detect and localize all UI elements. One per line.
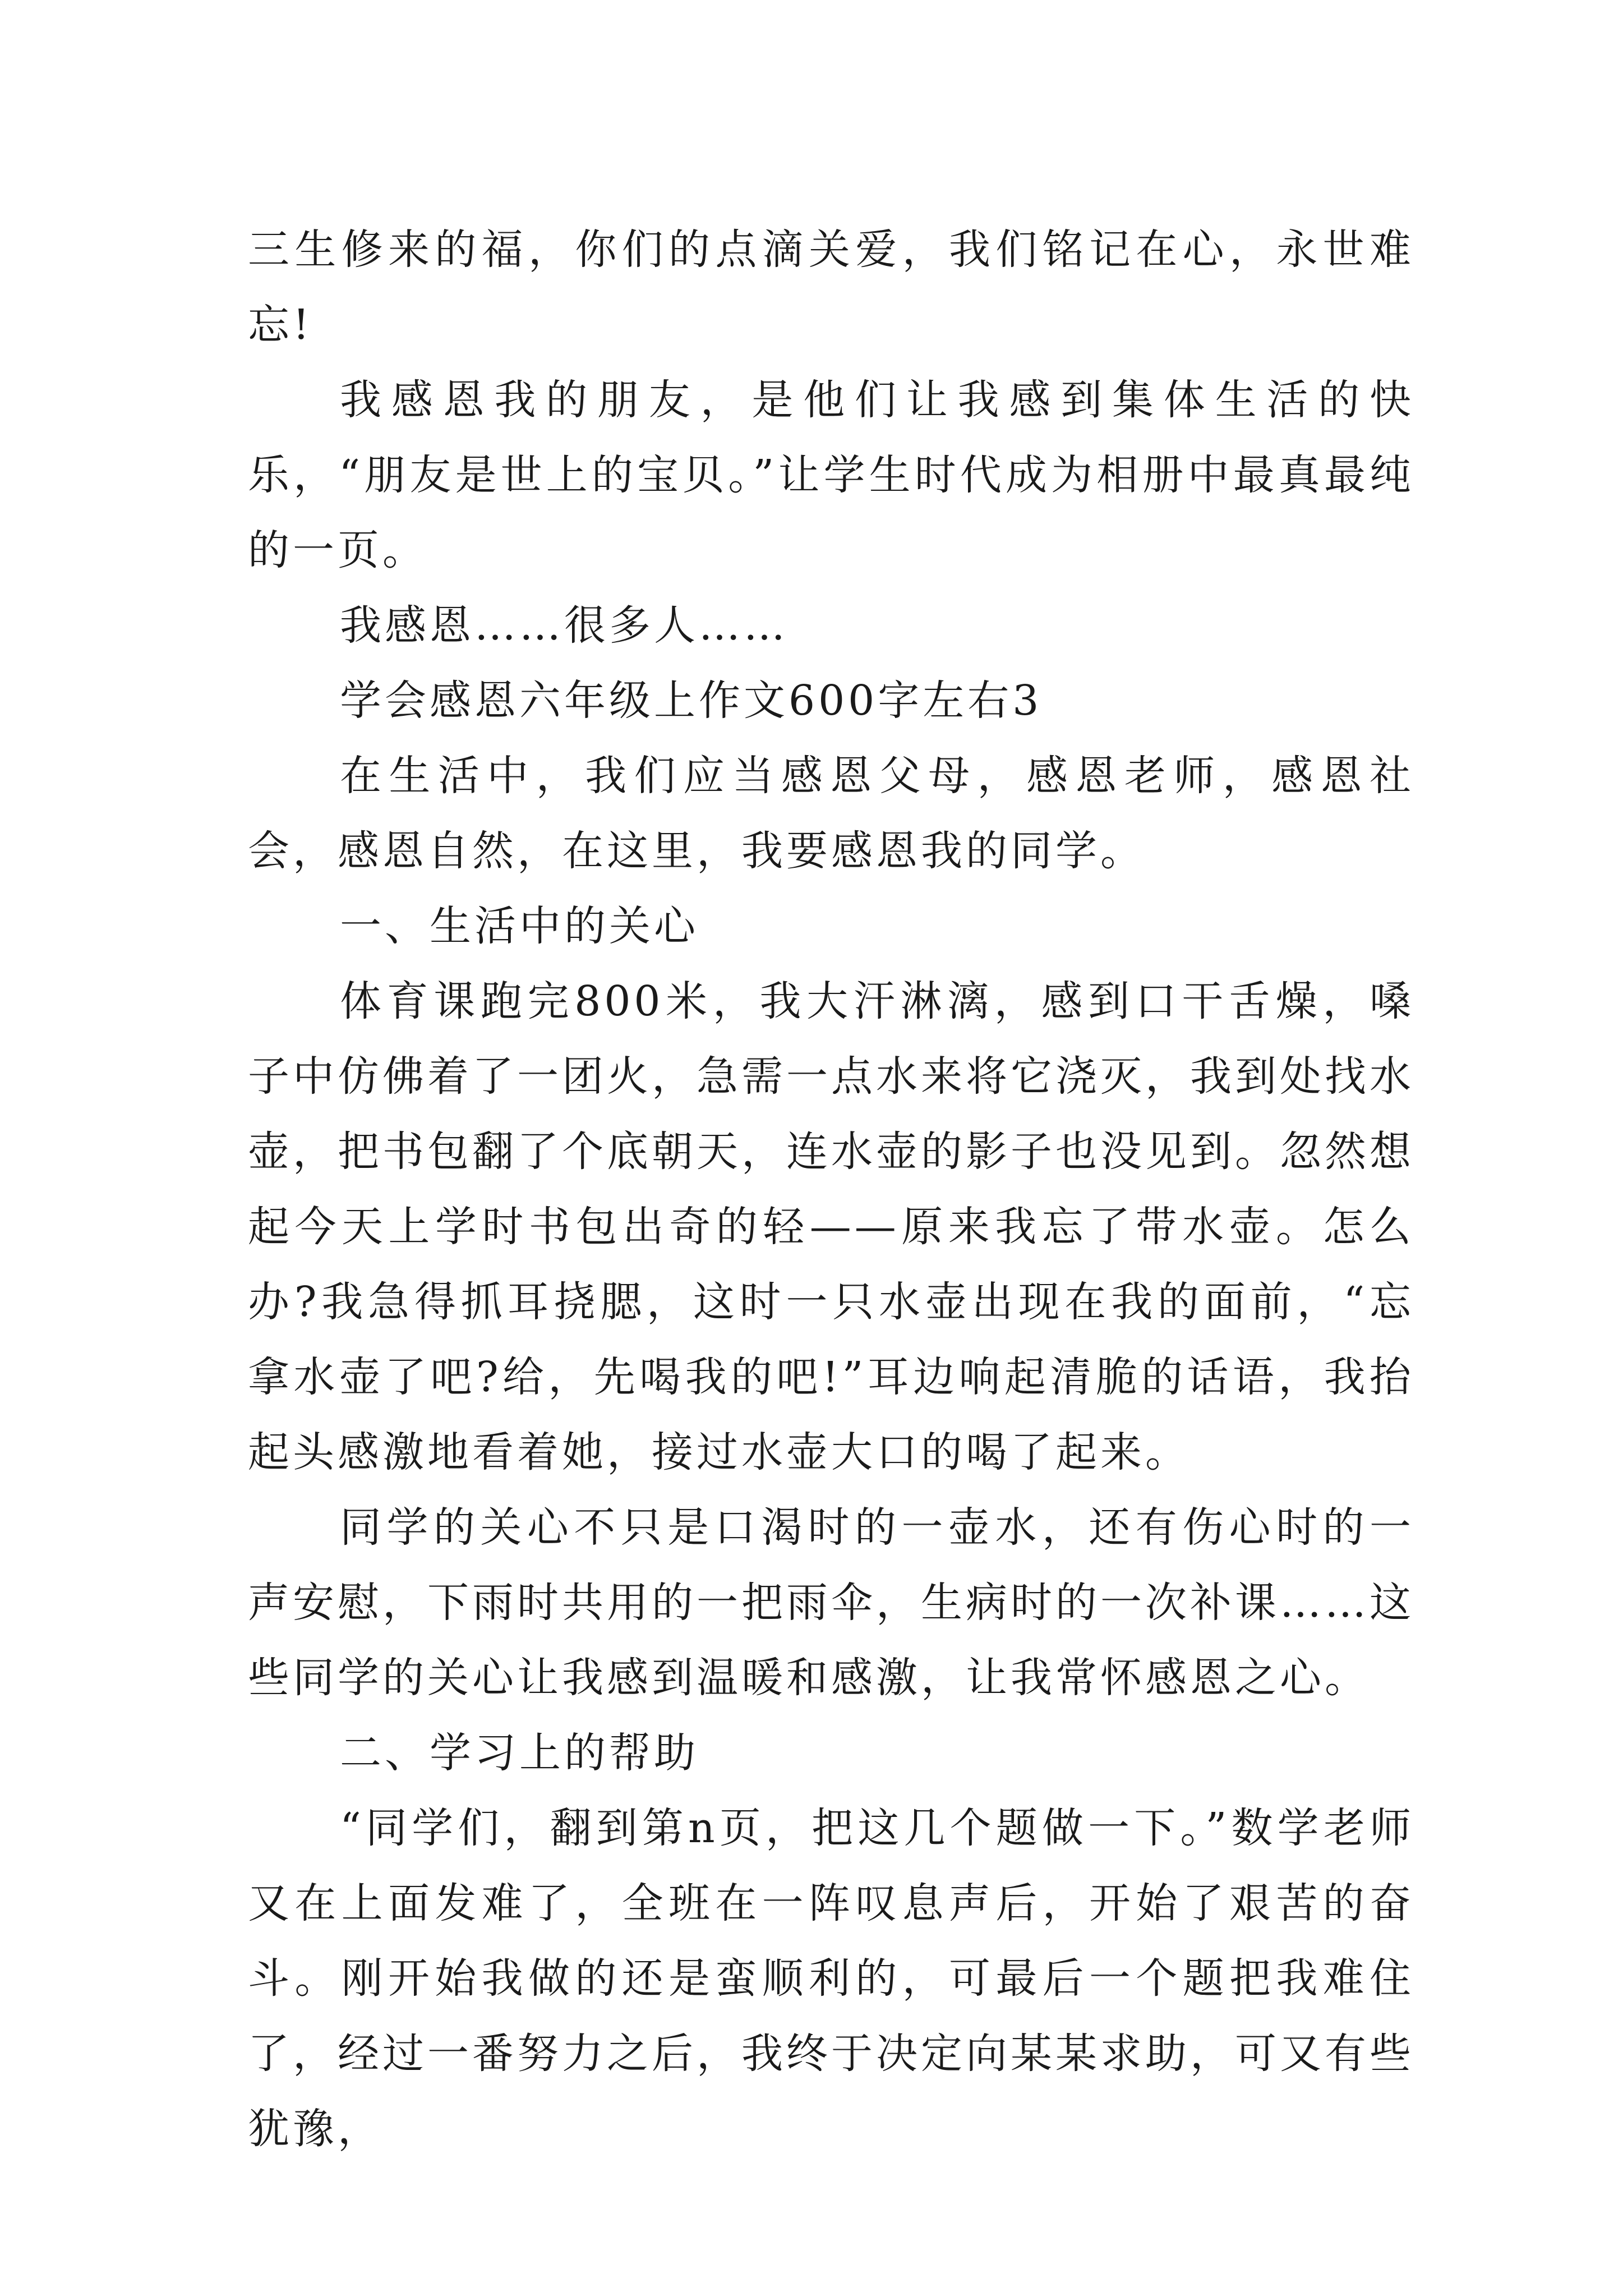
section-title: 学会感恩六年级上作文600字左右3	[340, 677, 1043, 725]
paragraph-2: 我感恩我的朋友，是他们让我感到集体生活的快乐，“朋友是世上的宝贝。”让学生时代成为相册中最真最纯的一页。	[248, 376, 1414, 574]
subheading-study-help: 二、学习上的帮助	[340, 1729, 699, 1777]
document-body	[248, 212, 1414, 2166]
paragraph-8: 同学的关心不只是口渴时的一壶水，还有伤心时的一声安慰，下雨时共用的一把雨伞，生病时的一次补课……这些同学的关心让我感到温暖和感激，让我常怀感恩之心。	[248, 1503, 1414, 1702]
paragraph-7: 体育课跑完800米，我大汗淋漓，感到口干舌燥，嗓子中仿佛着了一团火，急需一点水来将它浇灭，我到处找水壶，把书包翻了个底朝天，连水壶的影子也没见到。忽然想起今天上学时书包出奇的轻——原来我忘了带水壶。怎么办?我急得抓耳挠腮，这时一只水壶出现在我的面前，“忘拿水壶了吧?给，先喝我的吧!”耳边响起清脆的话语，我抬起头感激地看着她，接过水壶大口的喝了起来。	[248, 977, 1414, 1476]
paragraph-10: “同学们，翻到第n页，把这几个题做一下。”数学老师又在上面发难了，全班在一阵叹息声后，开始了艰苦的奋斗。刚开始我做的还是蛮顺利的，可最后一个题把我难住了，经过一番努力之后，我终于决定向某某求助，可又有些犹豫，	[248, 1804, 1414, 2153]
paragraph-1: 三生修来的福，你们的点滴关爱，我们铭记在心，永世难忘!	[248, 226, 1414, 349]
paragraph-3: 我感恩……很多人……	[340, 601, 789, 650]
subheading-life-care: 一、生活中的关心	[340, 902, 699, 950]
paragraph-5: 在生活中，我们应当感恩父母，感恩老师，感恩社会，感恩自然，在这里，我要感恩我的同学。	[248, 752, 1414, 875]
